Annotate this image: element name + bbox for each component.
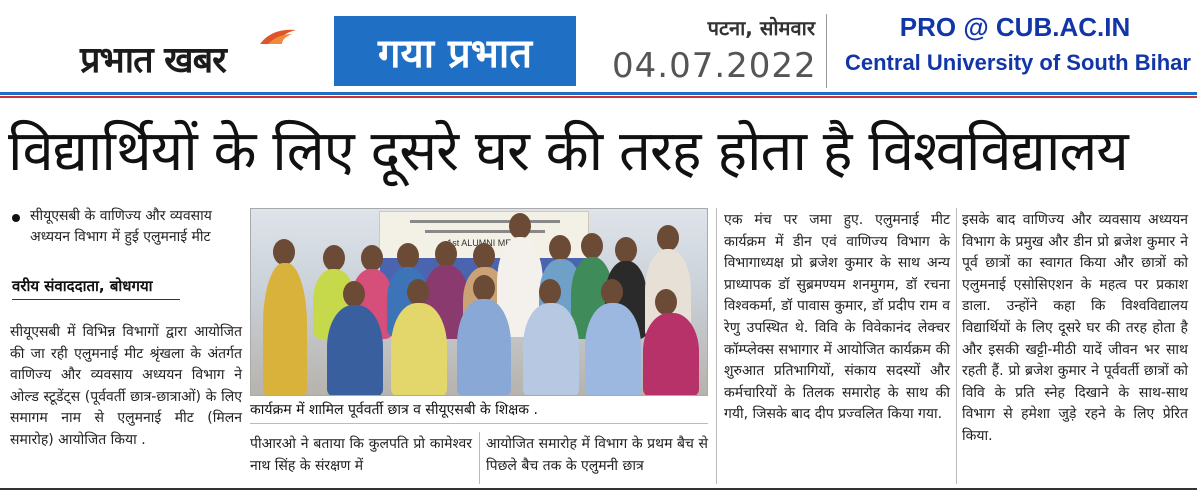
person-head	[581, 233, 603, 259]
person-head	[509, 213, 531, 239]
article-body-left: सीयूएसबी में विभिन्न विभागों द्वारा आयोजित की जा रही एलुमनाई मीट श्रृंखला के अंतर्गत वाणिज्य और व्यवसाय अध्ययन विभाग ने ओल्ड स्टूडेंट्स (पूर्ववर्ती छात्र-छात्राओं) के लिए समागम नाम से एलुमनाई मीट (मिलन समारोह) आयोजित किया .	[10, 324, 242, 448]
person-head	[657, 225, 679, 251]
article-byline: वरीय संवाददाता, बोधगया	[12, 276, 180, 300]
article-summary: सीयूएसबी के वाणिज्य और व्यवसाय अध्ययन विभाग में हुई एलुमनाई मीट	[30, 208, 212, 245]
newspaper-logo-text: प्रभात खबर	[80, 40, 226, 81]
person-figure	[263, 263, 307, 396]
person-head	[549, 235, 571, 261]
person-figure	[391, 303, 447, 396]
person-figure	[327, 305, 383, 396]
person-head	[273, 239, 295, 265]
person-head	[343, 281, 365, 307]
pro-email: PRO @ CUB.AC.IN	[899, 12, 1131, 42]
university-name: Central University of South Bihar	[845, 50, 1191, 75]
person-figure	[643, 313, 699, 396]
masthead-rule-blue	[0, 92, 1197, 95]
article-body-col-2: पीआरओ ने बताया कि कुलपति प्रो कामेश्वर नाथ सिंह के संरक्षण में	[250, 436, 472, 474]
person-head	[323, 245, 345, 271]
person-head	[615, 237, 637, 263]
person-head	[473, 243, 495, 269]
column-divider	[479, 432, 480, 484]
person-head	[361, 245, 383, 271]
newspaper-logo	[80, 34, 310, 84]
publication-date: 04.07.2022	[612, 46, 817, 86]
masthead-rule-red	[0, 96, 1197, 98]
person-head	[435, 241, 457, 267]
masthead-divider	[826, 14, 827, 88]
person-head	[473, 275, 495, 301]
article-body-col-4: एक मंच पर जमा हुए. एलुमनाई मीट कार्यक्रम में डीन एवं वाणिज्य विभाग के विभागाध्यक्ष प्रो ब्रजेश कुमार के साथ अन्य प्राध्यापक डॉ सुब्रमण्यम शनमुगम, डॉ रचना विश्वकर्मा, डॉ पावास कुमार, डॉ प्रदीप राम व रेणु उपस्थित थे. विवि के विवेकानंद लेक्चर कॉम्प्लेक्स सभागार में आयोजित कार्यक्रम की शुरुआत प्रतिभागियों, संकाय सदस्यों और कर्मचारियों के तिलक समारोह के साथ की गयी, जिसके बाद दीप प्रज्वलित किया गया.	[724, 212, 950, 423]
masthead	[0, 0, 1197, 96]
banner-text-line	[410, 220, 560, 223]
person-figure	[457, 299, 511, 396]
person-figure	[523, 303, 579, 396]
person-head	[601, 279, 623, 305]
person-head	[655, 289, 677, 315]
photo-caption: कार्यक्रम में शामिल पूर्ववर्ती छात्र व सीयूएसबी के शिक्षक .	[250, 400, 708, 424]
article-photo	[250, 208, 708, 396]
person-head	[397, 243, 419, 269]
article-headline: विद्यार्थियों के लिए दूसरे घर की तरह होता है विश्वविद्यालय	[8, 119, 1128, 184]
banner-heading: 1st ALUMNI	[447, 238, 496, 248]
dateline-place: पटना, सोमवार	[707, 16, 815, 40]
column-divider	[956, 208, 957, 484]
article-body-col-5: इसके बाद वाणिज्य और व्यवसाय अध्ययन विभाग के प्रमुख और डीन प्रो ब्रजेश कुमार ने पूर्व छात्रों का स्वागत किया और छात्रों को एलुमनाई एसोसिएशन के महत्व पर प्रकाश डाला. उन्होंने कहा कि विश्वविद्यालय विद्यार्थियों के लिए दूसरे घर की तरह होता है और इसकी खट्टी-मीठी यादें जीवन भर साथ रहती हैं. प्रो ब्रजेश कुमार ने पूर्ववर्ती छात्रों को विवि के प्रति स्नेह दिखाने के साथ-साथ विभाग से हमेशा जुड़े रहने के लिए प्रेरित किया.	[962, 212, 1188, 444]
bullet-icon	[12, 214, 20, 222]
page-bottom-rule	[0, 488, 1197, 490]
person-head	[539, 279, 561, 305]
person-figure	[585, 303, 641, 396]
column-divider	[716, 208, 717, 484]
article-body-col-3: आयोजित समारोह में विभाग के प्रथम बैच से पिछले बैच तक के एलुमनी छात्र	[486, 436, 708, 474]
person-head	[407, 279, 429, 305]
edition-title: गया प्रभात	[334, 16, 576, 86]
flame-icon	[258, 26, 298, 48]
